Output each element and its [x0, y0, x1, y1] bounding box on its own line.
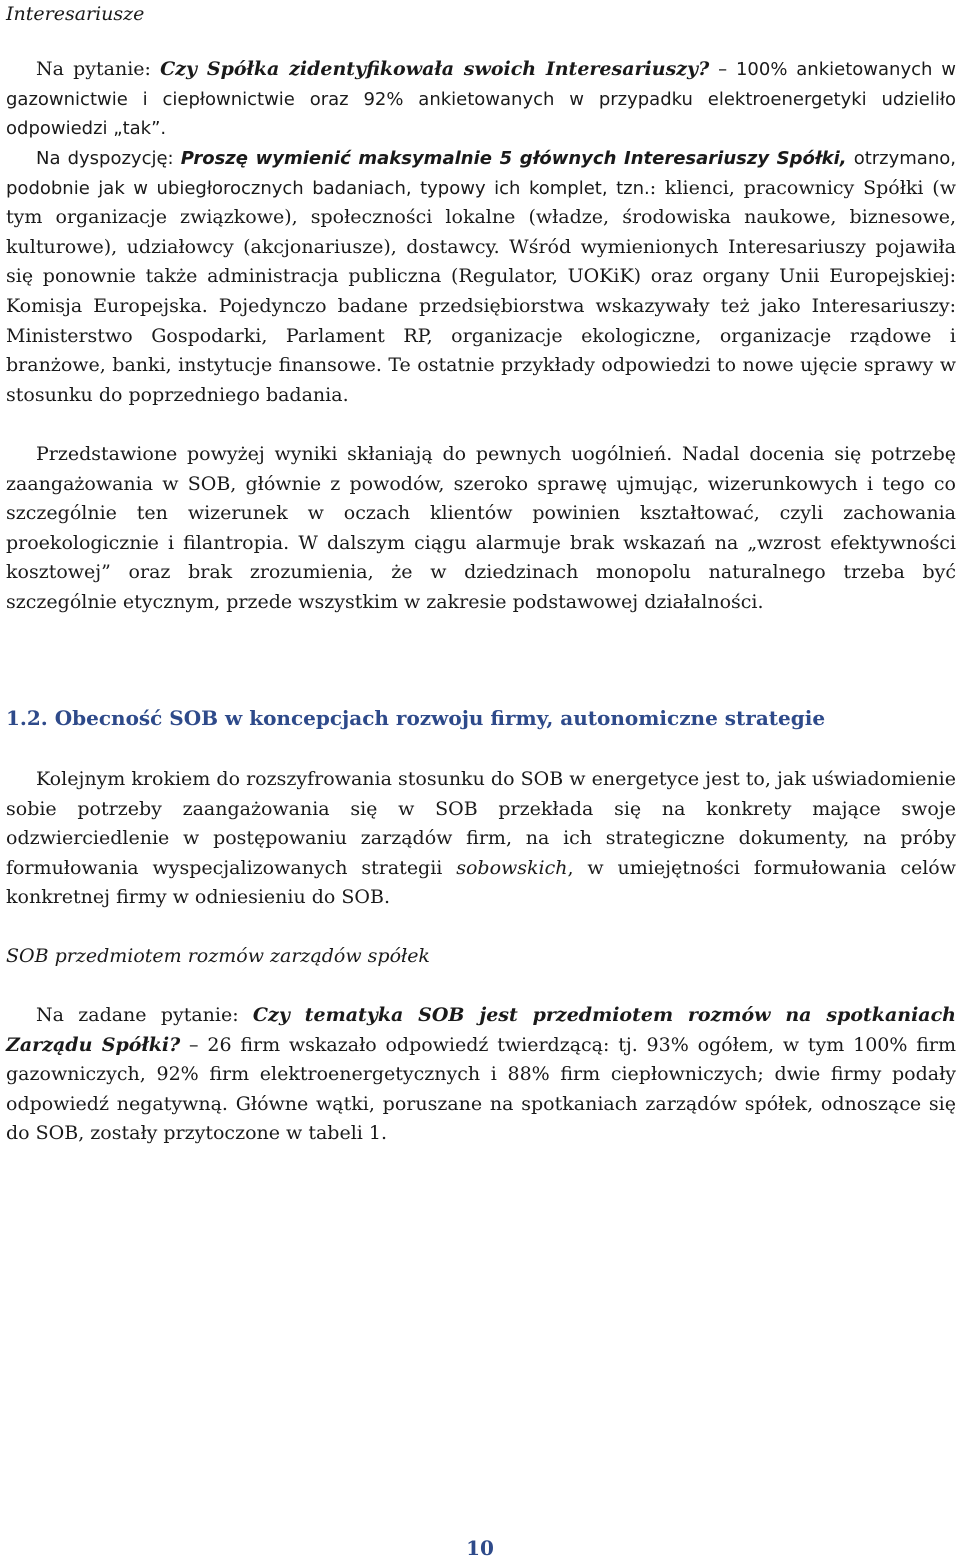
paragraph-generalizations: Przedstawione powyżej wyniki skłaniają do pewnych uogólnień. Nadal docenia się potrzebę zaangażowania w SOB, głównie z powodów, szeroko sprawę ujmując, wizerunkowych i tego co szczególnie ten wizerunek w oczach klientów powinien kształtować, czyli zachowania proekologicznie i filantropia. W dalszym ciągu alarmuje brak wskazań na „wzrost efektywności kosztowej” oraz brak zrozumienia, że w dziedzinach monopolu naturalnego trzeba być szczególnie etycznym, przede wszystkim w zakresie podstawowej działalności. — [6, 443, 956, 613]
para2-rest2: : klienci, pracownicy Spółki (w tym organizacje związkowe), społeczności lokalne (władze, środowiska naukowe, biznesowe, kulturowe), udziałowcy (akcjonariusze), dostawcy. Wśród wymienionych Interesariuszy pojawiła się ponownie także administracja publiczna (Regulator, UOKiK) oraz organy Unii Europejskiej: Komisja Europejska. Pojedynczo badane przedsiębiorstwa wskazywały też jako Interesariuszy: Ministerstwo Gospodarki, Parlament RP, organizacje ekologiczne, organizacje rządowe i branżowe, banki, instytucje finansowe. Te ostatnie przykłady odpowiedzi to nowe ujęcie sprawy w stosunku do poprzedniego badania. — [6, 176, 956, 406]
paragraph-board-meetings — [6, 1001, 956, 1149]
para1-rest: – 100% ankietowanych w gazownictwie i ciepłownictwie oraz 92% ankietowanych w przypadku elektroenergetyki udzieliło odpowiedzi „tak”. — [6, 59, 956, 140]
para2-lead: Na dyspozycję: — [36, 148, 181, 169]
para5-question: Czy tematyka SOB jest przedmiotem rozmów na spotkaniach Zarządu Spółki? — [6, 1004, 956, 1056]
paragraph-stakeholders-identified — [6, 55, 956, 144]
para1-lead: Na pytanie: — [36, 58, 161, 80]
para4-italic: sobowskich — [456, 856, 568, 879]
para5-lead: Na zadane pytanie: — [36, 1004, 253, 1026]
section-title: Interesariusze — [6, 3, 145, 25]
subsection-title: SOB przedmiotem rozmów zarządów spółek — [6, 945, 430, 967]
para4-after: , w umiejętności formułowania celów konkretnej firmy w odniesieniu do SOB. — [6, 856, 956, 909]
heading-1-2: 1.2. Obecność SOB w koncepcjach rozwoju firmy, autonomiczne strategie — [6, 706, 826, 730]
page-number: 10 — [466, 1536, 494, 1560]
paragraph-stakeholders-list — [6, 144, 956, 410]
para1-question: Czy Spółka zidentyfikowała swoich Interesariuszy? — [160, 58, 710, 80]
para5-rest: – 26 firm wskazało odpowiedź twierdzącą: tj. 93% ogółem, w tym 100% firm gazowniczych, 92% firm elektroenergetycznych i 88% firm ciepłowniczych; dwie firmy podały odpowiedź negatywną. Główne wątki, poruszane na spotkaniach zarządów spółek, odnoszące się do SOB, zostały przytoczone w tabeli 1. — [6, 1033, 956, 1145]
para2-rest: otrzymano, podobnie jak w ubiegłorocznych badaniach, typowy ich komplet, tzn. — [6, 148, 956, 199]
paragraph-next-step — [6, 765, 956, 913]
para2-question: Proszę wymienić maksymalnie 5 głównych Interesariuszy Spółki, — [180, 148, 847, 169]
para4-before: Kolejnym krokiem do rozszyfrowania stosunku do SOB w energetyce jest to, jak uświadomienie sobie potrzeby zaangażowania się w SOB przekłada się na konkrety mające swoje odzwierciedlenie w postępowaniu zarządów firm, na ich strategiczne dokumenty, na próby formułowania wyspecjalizowanych strategii — [6, 768, 956, 879]
